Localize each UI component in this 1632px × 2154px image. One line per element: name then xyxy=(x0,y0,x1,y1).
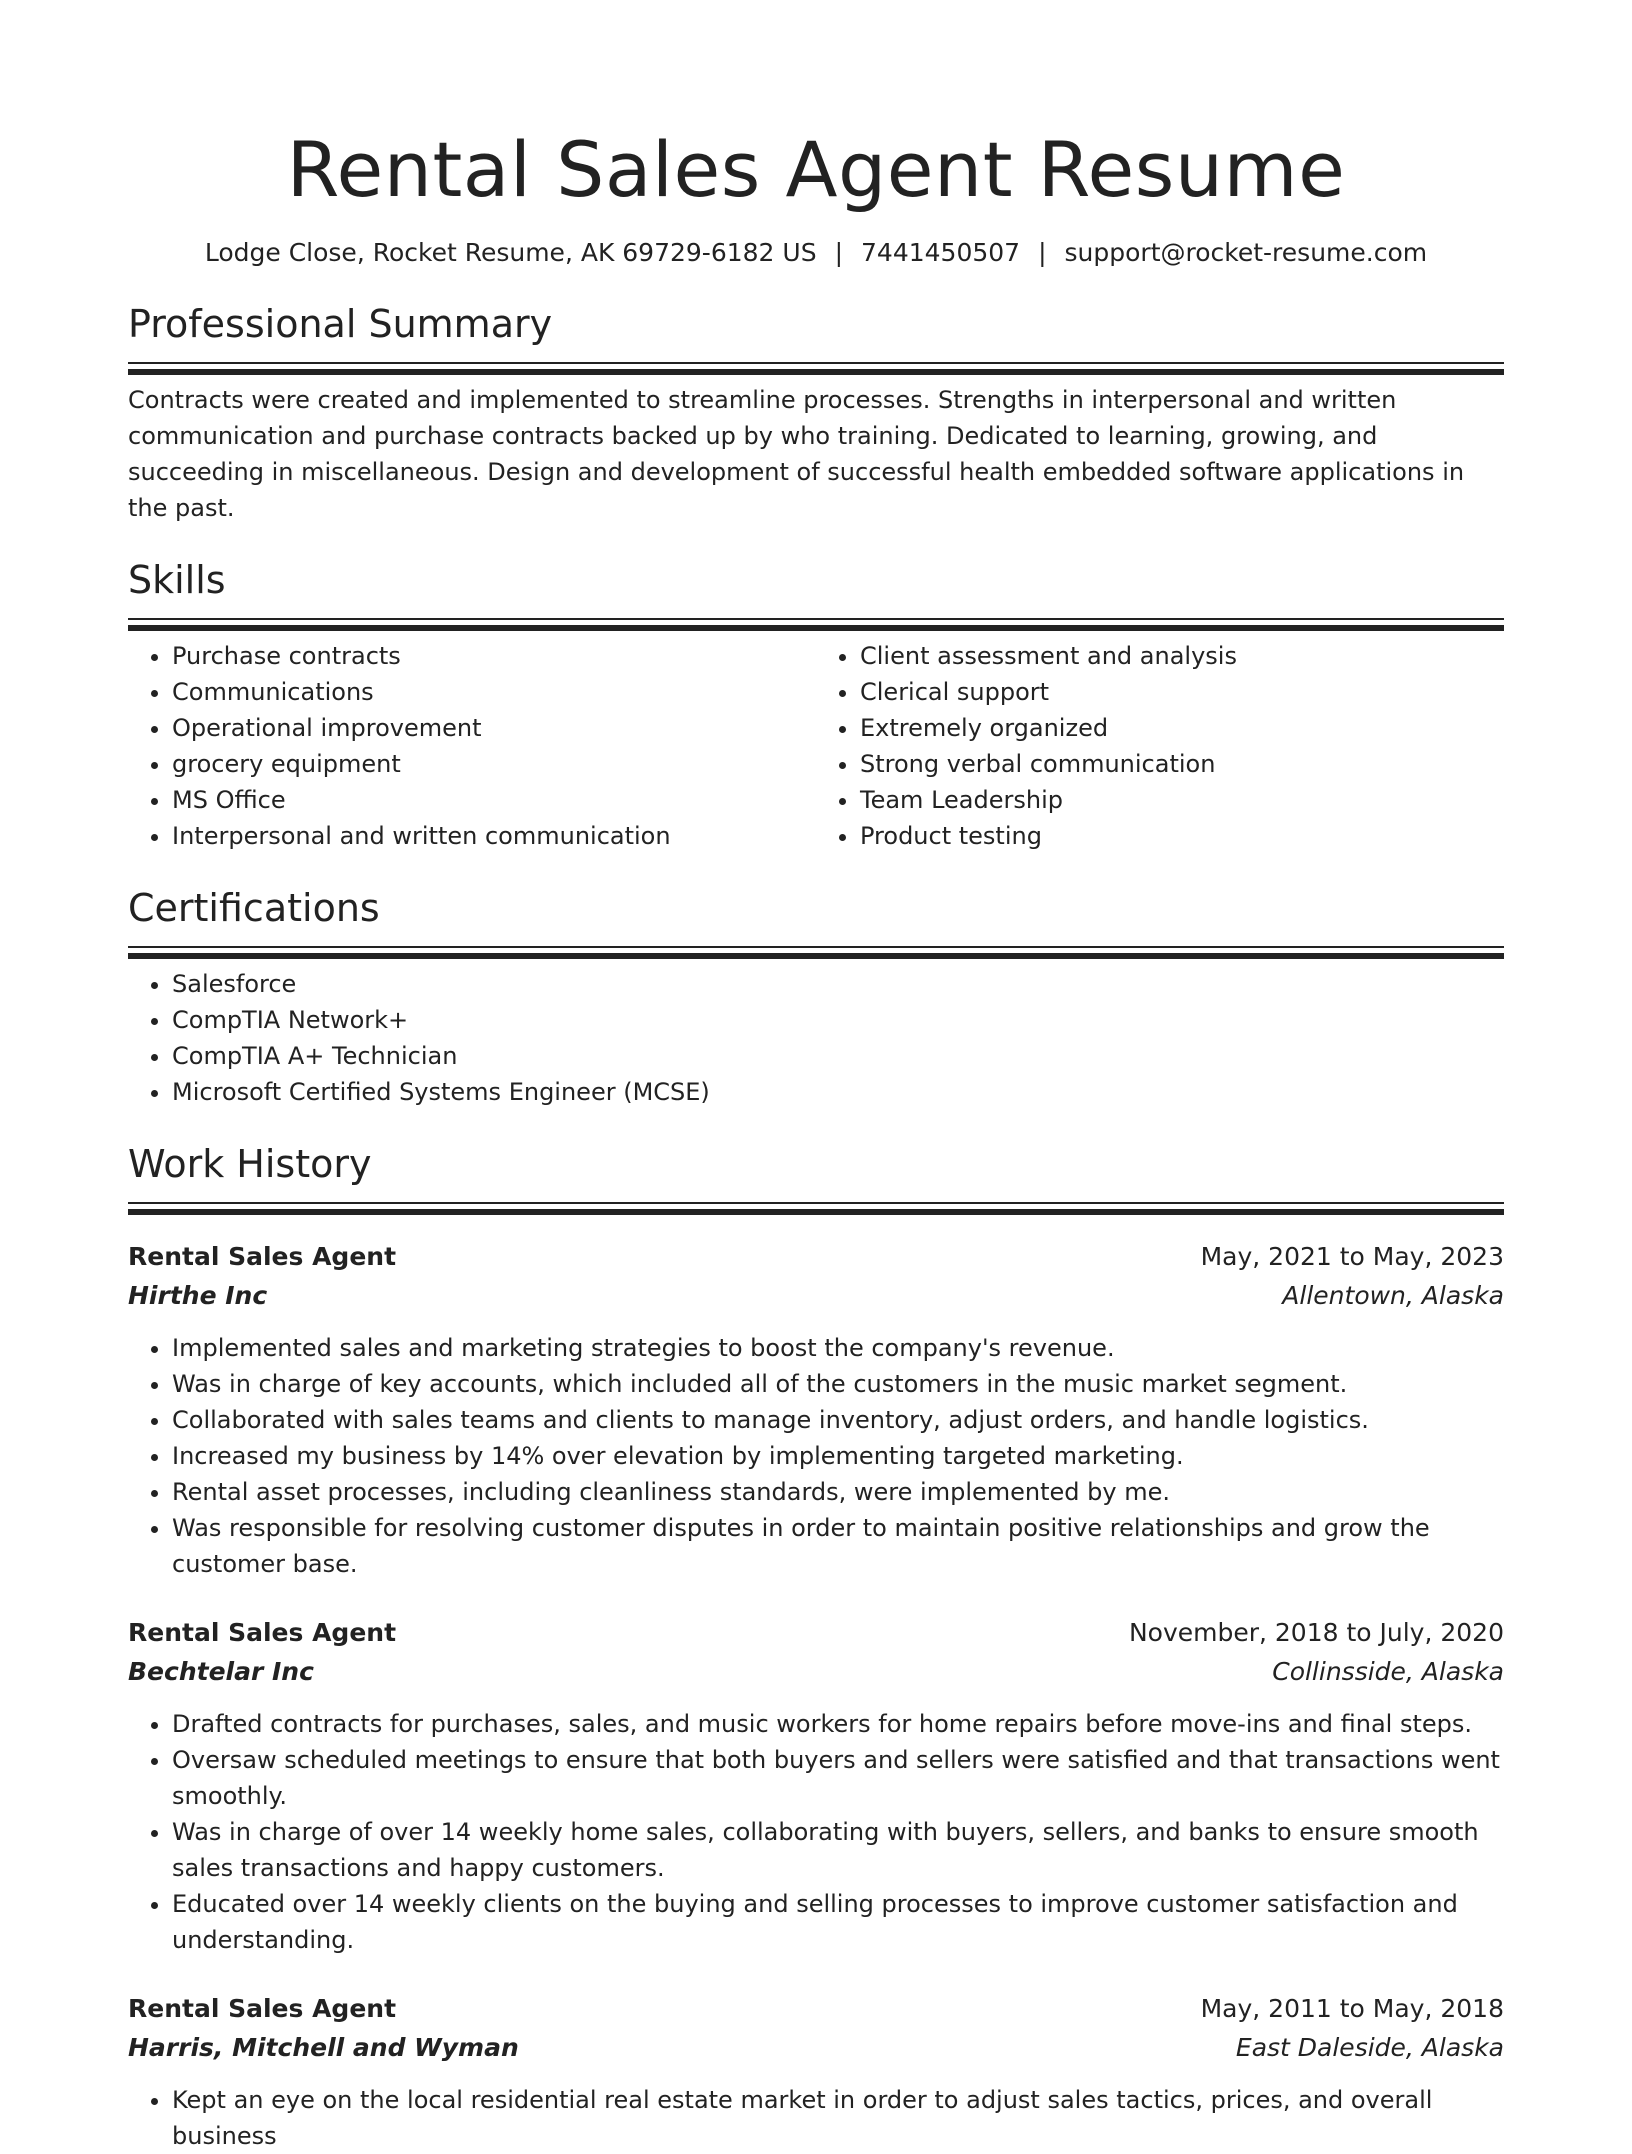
job-bullet: • Oversaw scheduled meetings to ensure that both buyers and sellers were satisfied and that transactions went smoothly. xyxy=(172,1742,1504,1814)
section-divider xyxy=(128,362,1504,382)
summary-text: Contracts were created and implemented to streamline processes. Strengths in interpersonal and written communication and purchase contracts backed up by who training. Dedicated to learning, growing, and succeeding in miscellaneous. Design and development of successful health embedded software applications in the past. xyxy=(128,386,1465,522)
skills-section xyxy=(128,556,1504,854)
certification-item: • CompTIA A+ Technician xyxy=(172,1038,1504,1074)
job-bullet: • Rental asset processes, including cleanliness standards, were implemented by me. xyxy=(172,1474,1504,1510)
job-entry xyxy=(128,1238,1504,1582)
job-subheader xyxy=(128,1276,1504,1316)
skill-item: • Strong verbal communication xyxy=(860,746,1504,782)
skills-list xyxy=(128,638,816,854)
job-title: Rental Sales Agent xyxy=(128,1994,397,2023)
job-entry xyxy=(128,1990,1504,2154)
contact-line xyxy=(128,236,1504,270)
job-subheader xyxy=(128,1652,1504,1692)
job-bullet: • Drafted contracts for purchases, sales, and music workers for home repairs before move-ins and final steps. xyxy=(172,1706,1504,1742)
job-title: Rental Sales Agent xyxy=(128,1618,397,1647)
job-bullets xyxy=(128,2082,1504,2154)
skill-item: • Purchase contracts xyxy=(172,638,816,674)
skill-item: • Clerical support xyxy=(860,674,1504,710)
job-dates: November, 2018 to July, 2020 xyxy=(1128,1618,1504,1647)
section-heading: Work History xyxy=(128,1142,372,1186)
job-header xyxy=(128,1990,1504,2028)
job-location: East Daleside, Alaska xyxy=(1235,2033,1504,2062)
job-location: Allentown, Alaska xyxy=(1282,1281,1504,1310)
skill-item: • MS Office xyxy=(172,782,816,818)
contact-phone: 7441450507 xyxy=(861,238,1021,267)
contact-separator: | xyxy=(834,238,844,267)
certification-item: • CompTIA Network+ xyxy=(172,1002,1504,1038)
job-bullet: • Implemented sales and marketing strategies to boost the company's revenue. xyxy=(172,1330,1504,1366)
skill-item: • Operational improvement xyxy=(172,710,816,746)
section-heading: Professional Summary xyxy=(128,302,553,346)
job-company: Hirthe Inc xyxy=(128,1281,268,1310)
skill-item: • Communications xyxy=(172,674,816,710)
job-bullets xyxy=(128,1330,1504,1582)
section-divider xyxy=(128,618,1504,638)
certifications-section xyxy=(128,884,1504,1110)
certification-item: • Salesforce xyxy=(172,966,1504,1002)
contact-address: Lodge Close, Rocket Resume, AK 69729-6182 US xyxy=(204,238,817,267)
job-entry xyxy=(128,1614,1504,1958)
summary-section xyxy=(128,300,1504,526)
job-bullets xyxy=(128,1706,1504,1958)
skill-item: • Interpersonal and written communication xyxy=(172,818,816,854)
certifications-list xyxy=(128,966,1504,1110)
job-header xyxy=(128,1614,1504,1652)
job-dates: May, 2011 to May, 2018 xyxy=(1200,1994,1504,2023)
job-bullet: • Kept an eye on the local residential real estate market in order to adjust sales tactics, prices, and overall business xyxy=(172,2082,1504,2154)
job-location: Collinsside, Alaska xyxy=(1272,1657,1504,1686)
section-heading: Skills xyxy=(128,558,226,602)
job-bullet: • Educated over 14 weekly clients on the buying and selling processes to improve customer satisfaction and understanding. xyxy=(172,1886,1504,1958)
skill-item: • Team Leadership xyxy=(860,782,1504,818)
skills-grid xyxy=(128,638,1504,854)
job-header xyxy=(128,1238,1504,1276)
work-history-section xyxy=(128,1140,1504,2154)
job-bullet: • Was responsible for resolving customer disputes in order to maintain positive relationships and grow the customer base. xyxy=(172,1510,1504,1582)
skill-item: • Extremely organized xyxy=(860,710,1504,746)
job-subheader xyxy=(128,2028,1504,2068)
job-bullet: • Was in charge of over 14 weekly home sales, collaborating with buyers, sellers, and banks to ensure smooth sales transactions and happy customers. xyxy=(172,1814,1504,1886)
contact-separator: | xyxy=(1038,238,1047,267)
section-divider xyxy=(128,1202,1504,1222)
skill-item: • Product testing xyxy=(860,818,1504,854)
certification-item: • Microsoft Certified Systems Engineer (MCSE) xyxy=(172,1074,1504,1110)
skill-item: • Client assessment and analysis xyxy=(860,638,1504,674)
job-company: Harris, Mitchell and Wyman xyxy=(128,2033,519,2062)
resume-title: Rental Sales Agent Resume xyxy=(286,125,1346,214)
job-title: Rental Sales Agent xyxy=(128,1242,397,1271)
skills-column-left xyxy=(128,638,816,854)
skills-column-right xyxy=(816,638,1504,854)
job-dates: May, 2021 to May, 2023 xyxy=(1200,1242,1504,1271)
section-heading: Certifications xyxy=(128,886,380,930)
contact-email: support@rocket-resume.com xyxy=(1064,238,1428,267)
job-company: Bechtelar Inc xyxy=(128,1657,314,1686)
job-bullet: • Increased my business by 14% over elevation by implementing targeted marketing. xyxy=(172,1438,1504,1474)
job-bullet: • Collaborated with sales teams and clients to manage inventory, adjust orders, and handle logistics. xyxy=(172,1402,1504,1438)
job-bullet: • Was in charge of key accounts, which included all of the customers in the music market segment. xyxy=(172,1366,1504,1402)
skills-list xyxy=(816,638,1504,854)
section-divider xyxy=(128,946,1504,966)
skill-item: • grocery equipment xyxy=(172,746,816,782)
